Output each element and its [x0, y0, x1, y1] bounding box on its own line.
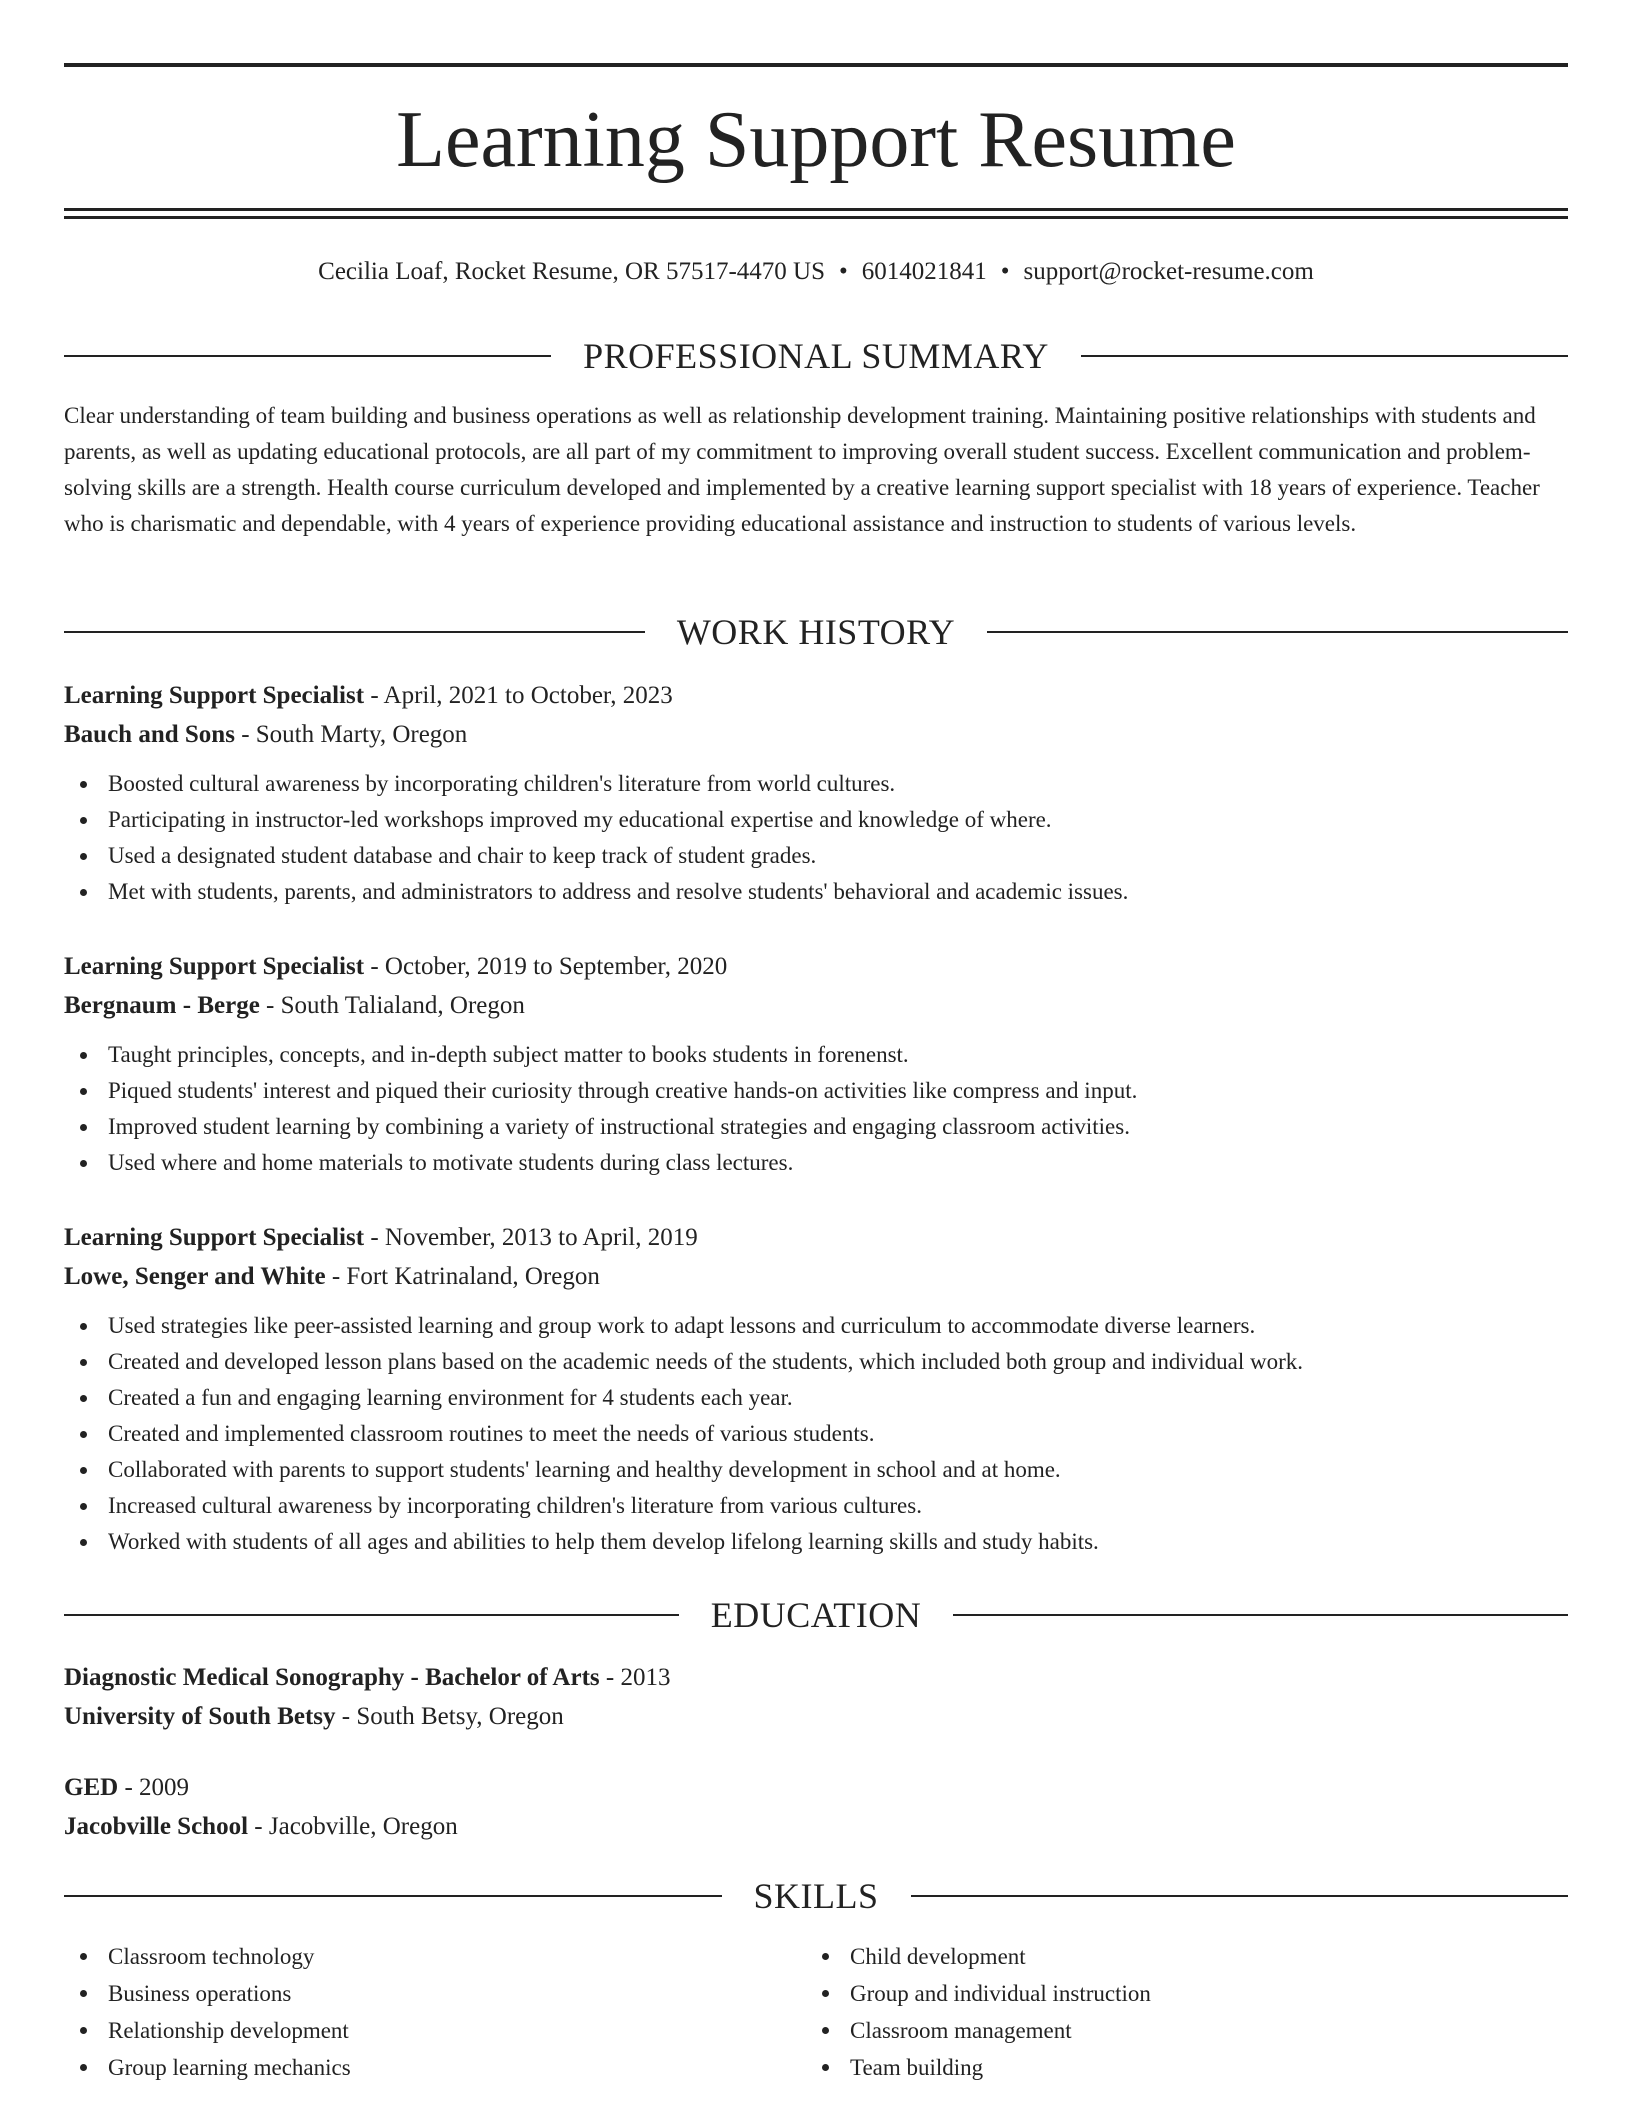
job-bullet: Increased cultural awareness by incorporating children's literature from various cultures.: [64, 1488, 1568, 1524]
heading-rule: [987, 631, 1568, 633]
contact-separator: •: [839, 258, 848, 285]
summary-section-heading: [64, 334, 1568, 378]
job-dates: - October, 2019 to September, 2020: [364, 953, 728, 980]
resume-title: Learning Support Resume: [396, 96, 1236, 184]
job-bullet: Used strategies like peer-assisted learning and group work to adapt lessons and curriculum to accommodate diverse learners.: [64, 1308, 1568, 1344]
heading-rule: [911, 1895, 1569, 1897]
summary-text: Clear understanding of team building and business operations as well as relationship development training. Maintaining positive relationships with students and parents, as well as updating educational protocols, are all part of my commitment to improving overall student success. Excellent communication and problem-solving skills are a strength. Health course curriculum developed and implemented by a creative learning support specialist with 18 years of experience. Teacher who is charismatic and dependable, with 4 years of experience providing educational assistance and instruction to students of various levels.: [64, 403, 1540, 536]
job-location: - Fort Katrinaland, Oregon: [325, 1263, 600, 1290]
title-rule-upper: [64, 208, 1568, 211]
education-school-line: [64, 1807, 1568, 1846]
job-company-line: [64, 986, 1568, 1025]
job-bullet: Taught principles, concepts, and in-depth subject matter to books students in forenenst.: [64, 1037, 1568, 1073]
job-bullet: Met with students, parents, and administrators to address and resolve students' behavioral and academic issues.: [64, 874, 1568, 910]
job-title: Learning Support Specialist: [64, 1224, 365, 1251]
education-degree-line: [64, 1768, 1568, 1807]
skill-item: Business operations: [64, 1975, 806, 2012]
work-section-heading: [64, 610, 1568, 654]
job-title-line: [64, 947, 1568, 986]
contact-email: support@rocket-resume.com: [1023, 258, 1314, 285]
skills-column-left: [64, 1938, 806, 2086]
job-company: Bergnaum - Berge: [64, 992, 260, 1019]
heading-rule: [64, 1614, 679, 1616]
education-year: - 2009: [118, 1774, 190, 1801]
job-bullet: Created a fun and engaging learning environment for 4 students each year.: [64, 1380, 1568, 1416]
education-heading: EDUCATION: [710, 1595, 922, 1635]
job-title: Learning Support Specialist: [64, 953, 365, 980]
contact-line: [64, 255, 1568, 289]
job-bullet: Piqued students' interest and piqued their curiosity through creative hands-on activities like compress and input.: [64, 1073, 1568, 1109]
job-dates: - November, 2013 to April, 2019: [364, 1224, 698, 1251]
job-entry: [64, 947, 1568, 1181]
job-bullets: [64, 1308, 1568, 1560]
education-degree: Diagnostic Medical Sonography - Bachelor of Arts: [64, 1664, 600, 1691]
skill-item: Team building: [806, 2049, 1548, 2086]
contact-separator: •: [1000, 258, 1010, 285]
education-entry: [64, 1658, 1568, 1736]
contact-phone: 6014021841: [861, 258, 987, 285]
education-degree: GED: [64, 1774, 119, 1801]
job-bullets: [64, 766, 1568, 910]
skills-column-right: [806, 1938, 1548, 2086]
job-bullet: Participating in instructor-led workshops improved my educational expertise and knowledge of where.: [64, 802, 1568, 838]
job-bullets: [64, 1037, 1568, 1181]
job-bullet: Created and implemented classroom routines to meet the needs of various students.: [64, 1416, 1568, 1452]
job-title: Learning Support Specialist: [64, 682, 365, 709]
education-school: University of South Betsy: [64, 1703, 336, 1730]
job-title-line: [64, 1218, 1568, 1257]
job-location: - South Marty, Oregon: [234, 721, 468, 748]
job-bullet: Worked with students of all ages and abilities to help them develop lifelong learning skills and study habits.: [64, 1524, 1568, 1560]
skill-item: Relationship development: [64, 2012, 806, 2049]
education-degree-line: [64, 1658, 1568, 1697]
education-location: - Jacobville, Oregon: [248, 1813, 458, 1840]
heading-rule: [953, 1614, 1568, 1616]
education-school-line: [64, 1697, 1568, 1736]
skills-heading: SKILLS: [753, 1876, 879, 1916]
job-dates: - April, 2021 to October, 2023: [364, 682, 673, 709]
summary-heading: PROFESSIONAL SUMMARY: [583, 336, 1049, 376]
job-entry: [64, 676, 1568, 910]
skill-item: Classroom management: [806, 2012, 1548, 2049]
heading-rule: [64, 355, 551, 357]
heading-rule: [64, 631, 645, 633]
job-bullet: Collaborated with parents to support students' learning and healthy development in school and at home.: [64, 1452, 1568, 1488]
job-company-line: [64, 715, 1568, 754]
job-bullet: Used a designated student database and chair to keep track of student grades.: [64, 838, 1568, 874]
job-location: - South Talialand, Oregon: [259, 992, 525, 1019]
skills-list: [64, 1938, 1568, 2086]
education-year: - 2013: [599, 1664, 671, 1691]
top-rule: [64, 63, 1568, 67]
job-bullet: Boosted cultural awareness by incorporating children's literature from world cultures.: [64, 766, 1568, 802]
job-company-line: [64, 1257, 1568, 1296]
education-location: - South Betsy, Oregon: [335, 1703, 564, 1730]
job-entry: [64, 1218, 1568, 1560]
education-section-heading: [64, 1593, 1568, 1637]
education-entry: [64, 1768, 1568, 1846]
skill-item: Group learning mechanics: [64, 2049, 806, 2086]
heading-rule: [64, 1895, 722, 1897]
job-company: Lowe, Senger and White: [64, 1263, 326, 1290]
skills-section-heading: [64, 1874, 1568, 1918]
heading-rule: [1081, 355, 1568, 357]
skill-item: Classroom technology: [64, 1938, 806, 1975]
skill-item: Group and individual instruction: [806, 1975, 1548, 2012]
job-bullet: Improved student learning by combining a variety of instructional strategies and engaging classroom activities.: [64, 1109, 1568, 1145]
job-title-line: [64, 676, 1568, 715]
work-heading: WORK HISTORY: [676, 612, 956, 652]
education-school: Jacobville School: [64, 1813, 249, 1840]
job-company: Bauch and Sons: [64, 721, 235, 748]
job-bullet: Created and developed lesson plans based on the academic needs of the students, which included both group and individual work.: [64, 1344, 1568, 1380]
contact-address: Cecilia Loaf, Rocket Resume, OR 57517-4470 US: [318, 258, 826, 285]
title-rule-lower: [64, 216, 1568, 219]
skill-item: Child development: [806, 1938, 1548, 1975]
job-bullet: Used where and home materials to motivate students during class lectures.: [64, 1145, 1568, 1181]
